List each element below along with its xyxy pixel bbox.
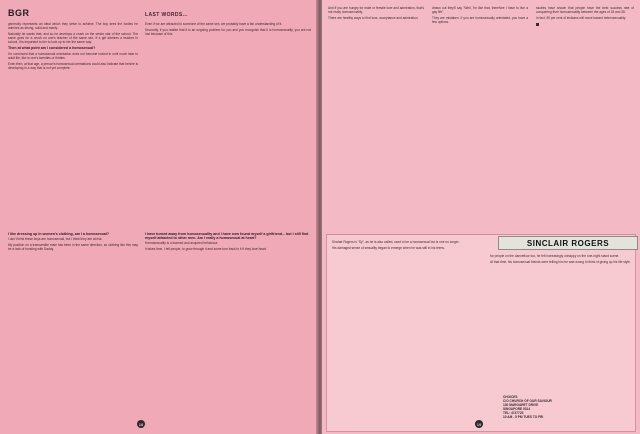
- contact-line: 130 MARGARET DRIVE: [503, 403, 539, 408]
- body-paragraph: I'm convinced that a homosexual orientation does not become locked in until much later in adult life, like in one's twenties or thirties.: [8, 51, 138, 60]
- panel-column-1: [332, 240, 482, 426]
- question-heading: I have turned away from homosexuality and I have now found myself a girlfriend... but I still find myself attracted to other men. Am I really a homosexual at heart?: [145, 232, 309, 241]
- body-paragraph: Even if we are attracted to someone of the same sex, we probably have a fair understanding of it.: [145, 22, 283, 26]
- body-paragraph: Naturally he wants that, and so he develops a crush on the senior star of the school. The same goes for a crush on one's teacher of the same sex. If a girl admires a teacher in school, it is important to her to look up to her the same way.: [8, 32, 138, 45]
- body-paragraph: for people on the dancefloor too, he felt increasingly unhappy on the one-night stand scene.: [490, 254, 620, 258]
- contact-line: CHOICES: [503, 395, 518, 399]
- left-column-1-lower: [8, 230, 138, 420]
- last-words-heading: LAST WORDS...: [145, 12, 188, 18]
- body-paragraph: Even then, at that age, a person's homosexual orientations could also indicate that he/she is developing in a way that is not yet complete.: [8, 61, 138, 70]
- left-column-2-lower: [145, 230, 311, 420]
- panel-column-2: [490, 254, 634, 392]
- body-paragraph: It takes time, I tell people, to grow through it and some turn back to it if they lose heart.: [145, 247, 267, 252]
- masthead-logo: BGR: [8, 8, 30, 18]
- page-number: 18: [138, 421, 144, 427]
- right-column-1: [328, 6, 424, 228]
- body-paragraph: Homosexuality is a learned and acquired behaviour.: [145, 241, 219, 246]
- body-paragraph: I don't think these boys are homosexual, but I think they are at risk.: [8, 237, 103, 242]
- body-paragraph: In fact, 90 per cent of lesbians will move toward heterosexuality.: [536, 16, 626, 21]
- body-paragraph: There are healthy ways to find love, acceptance and admiration.: [328, 16, 419, 21]
- left-page: [0, 0, 318, 434]
- body-paragraph: studies have shown that people have the best success rate of conquering their homosexuality between the ages of 18 and 35.: [536, 6, 634, 15]
- body-paragraph: drawn out they'll say "Well, I'm like that, therefore I have to live a gay life".: [432, 6, 528, 15]
- contact-line: 10 AM - 5 PM TUES TO FRI: [503, 415, 544, 420]
- question-heading: I like dressing up in women's clothing, am I a homosexual?: [8, 232, 110, 236]
- right-column-2: [432, 6, 528, 228]
- body-paragraph: Secondly, if you realise that it is an ongoing problem for you and you recognise that it is homosexuality, you are not lost because of this.: [145, 28, 311, 37]
- body-paragraph: My position on a transvestite male has been in the same direction, so clothing like this may be a lack of bonding with Daddy.: [8, 243, 138, 252]
- end-mark-icon: [536, 23, 539, 26]
- body-paragraph: And if you are hungry for male or female love and admiration, that's not really homosexuality.: [328, 6, 424, 15]
- page-number: 19: [476, 421, 482, 427]
- contact-line: SINGAPORE 0314: [503, 407, 531, 412]
- right-page: [322, 0, 640, 434]
- body-paragraph: His damaged sense of sexuality began to emerge when he was still in his teens.: [332, 246, 445, 251]
- contact-line: C/O CHURCH OF OUR SAVIOUR: [503, 399, 552, 404]
- body-paragraph: At that time, his homosexual friends were telling him he was wrong to think of giving up his life style.: [490, 260, 631, 265]
- body-paragraph: Sinclair Rogers is "Sy", as he is also called, used to be a homosexual but is one no longer.: [332, 240, 460, 244]
- body-paragraph: generally represents an ideal which they strive to achieve. The boy sees the bodies he admires as strong, solid and manly.: [8, 22, 138, 31]
- left-column-1: [8, 22, 138, 222]
- right-column-3: [536, 6, 634, 228]
- question-heading: Then at what point am I considered a homosexual?: [8, 46, 96, 51]
- left-column-2: [145, 22, 311, 222]
- body-paragraph: They are mistaken. If you are homosexually orientated, you have a few options.: [432, 16, 528, 25]
- contact-line: TEL: 4747723: [503, 411, 524, 416]
- contact-address: [503, 395, 552, 420]
- panel-divider: [326, 234, 636, 235]
- sinclair-rogers-banner: SINCLAIR ROGERS: [498, 236, 638, 250]
